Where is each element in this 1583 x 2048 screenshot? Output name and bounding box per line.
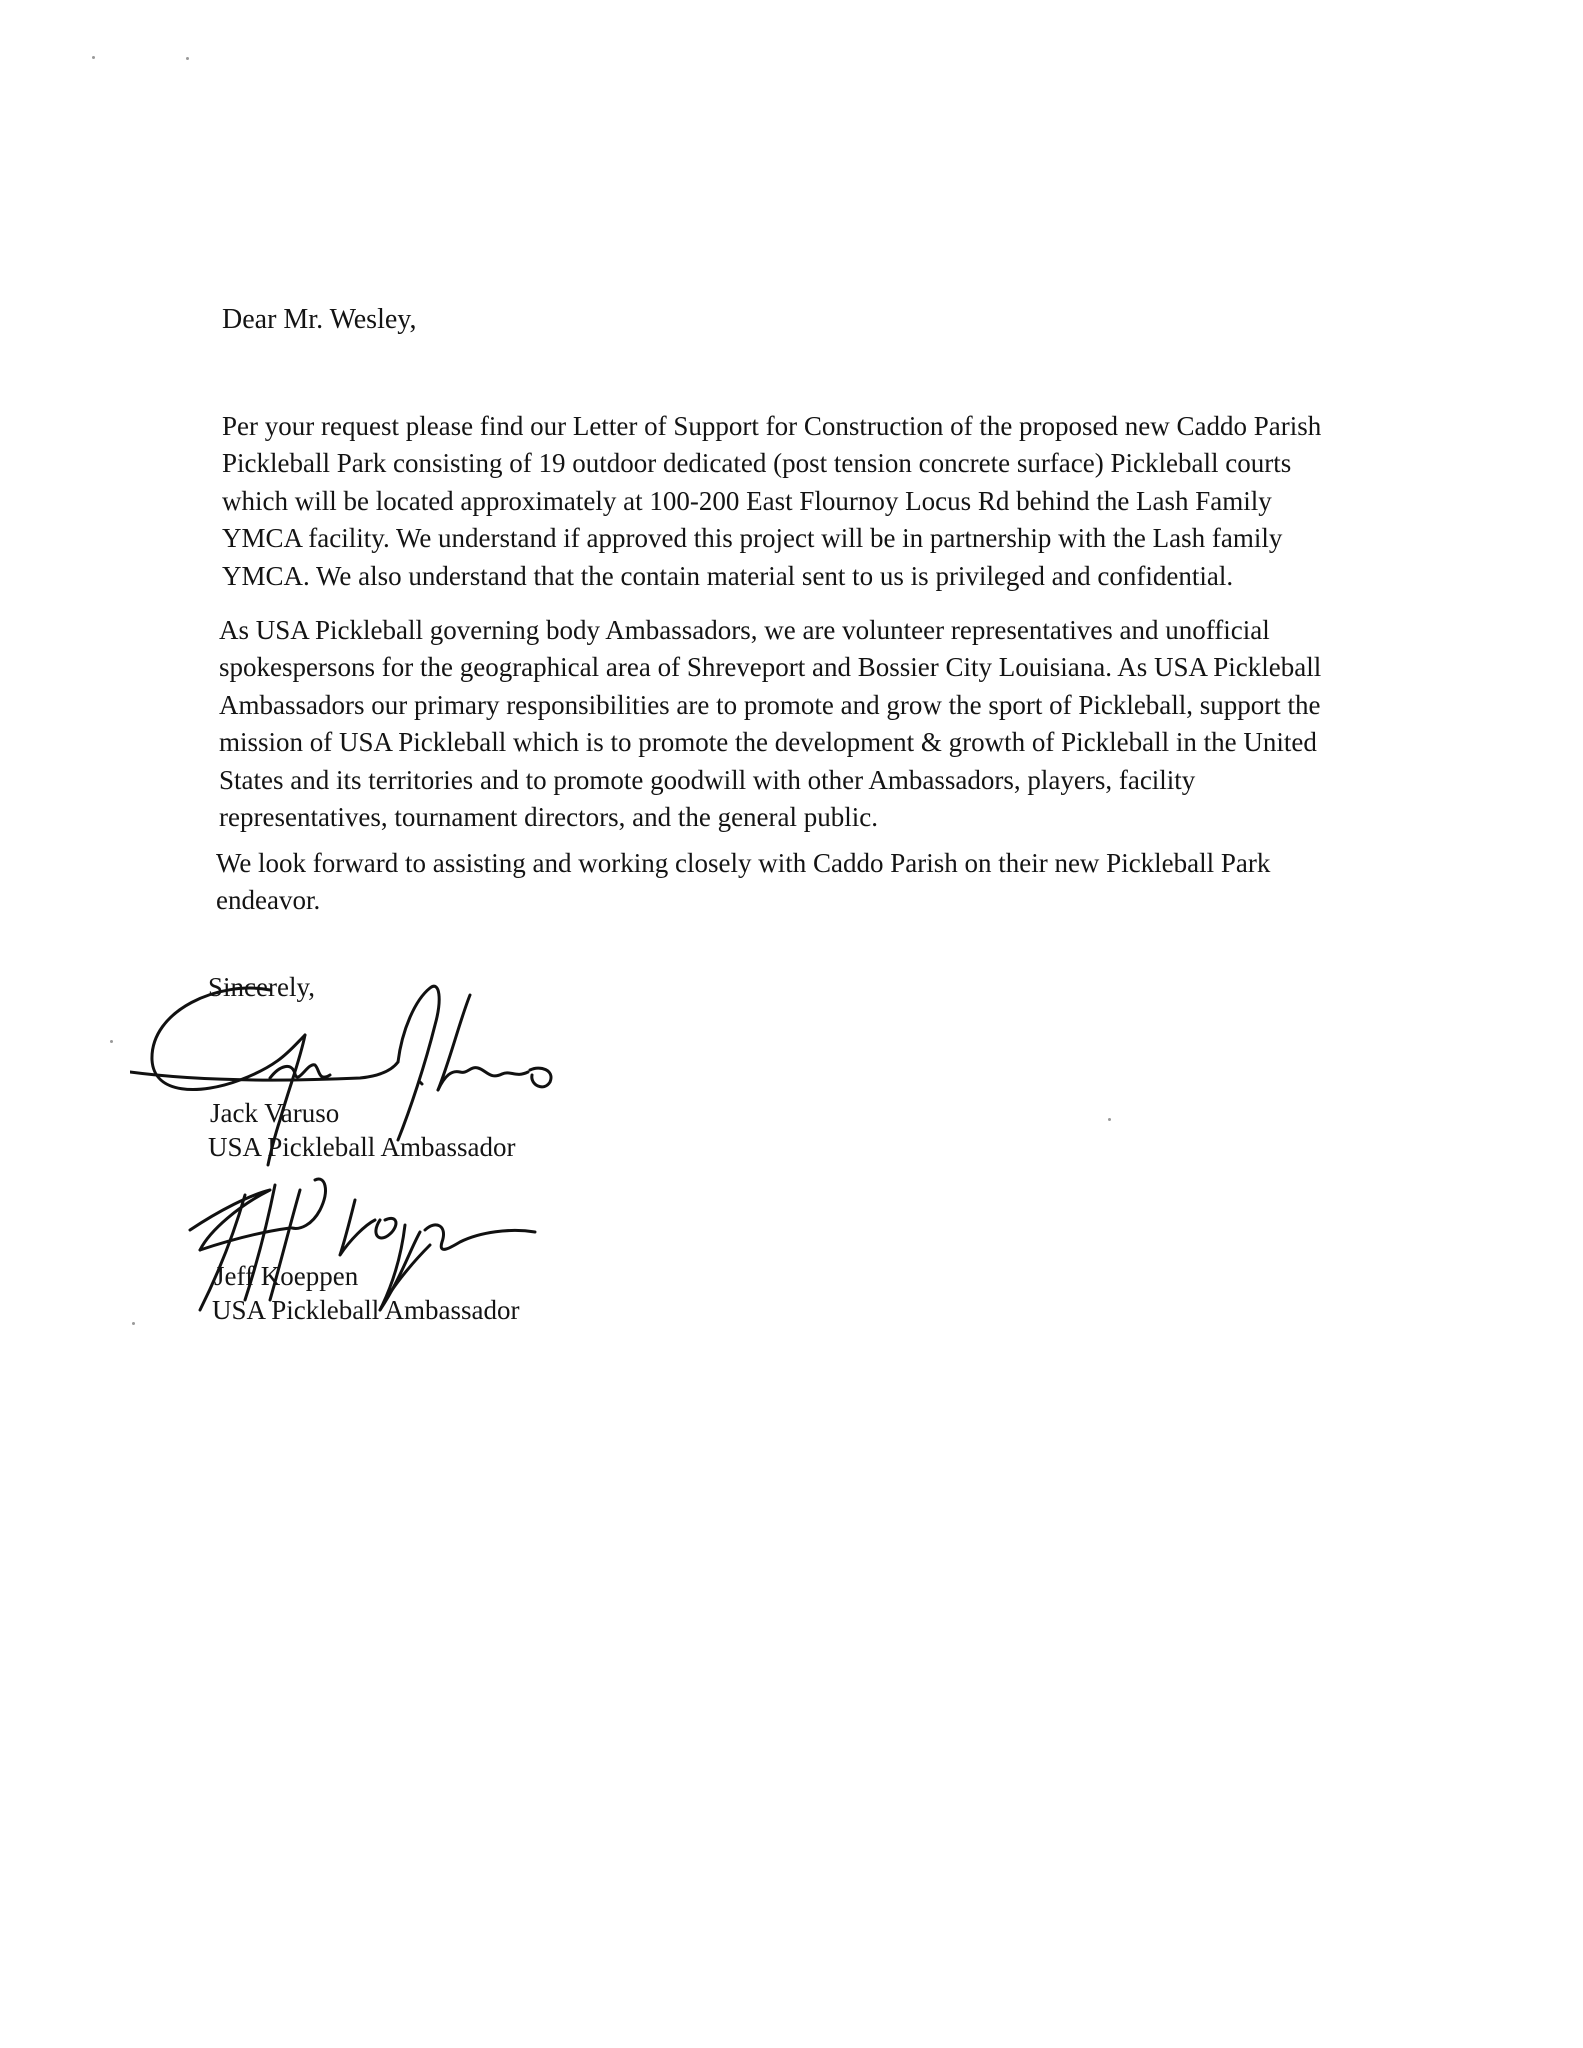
scan-speck <box>110 1040 113 1043</box>
paragraph-request <box>222 408 1321 595</box>
paragraph-line: endeavor. <box>216 885 321 916</box>
paragraph-line: which will be located approximately at 100-200 East Flournoy Locus Rd behind the Lash Family <box>222 485 1272 516</box>
paragraph-line: Ambassadors our primary responsibilities are to promote and grow the sport of Pickleball, support the <box>219 689 1321 720</box>
scan-speck <box>1108 1118 1111 1121</box>
salutation: Dear Mr. Wesley, <box>222 304 417 335</box>
signer-title-1: USA Pickleball Ambassador <box>208 1132 516 1162</box>
scan-speck <box>92 56 95 59</box>
signer-title-2: USA Pickleball Ambassador <box>212 1295 520 1325</box>
paragraph-line: States and its territories and to promote goodwill with other Ambassadors, players, facility <box>219 764 1196 795</box>
closing: Sincerely, <box>208 972 315 1002</box>
paragraph-line: We look forward to assisting and working closely with Caddo Parish on their new Pickleball Park <box>216 848 1271 878</box>
paragraph-line: spokespersons for the geographical area of Shreveport and Bossier City Louisiana. As USA Pickleball <box>219 652 1322 683</box>
signer-name-1: Jack Varuso <box>210 1098 340 1128</box>
paragraph-ambassadors <box>219 612 1321 836</box>
signer-name-2: Jeff Koeppen <box>214 1261 359 1291</box>
paragraph-line: YMCA. We also understand that the contain material sent to us is privileged and confidential. <box>222 560 1234 591</box>
paragraph-line: Per your request please find our Letter of Support for Construction of the proposed new Caddo Parish <box>222 411 1322 441</box>
scan-speck <box>186 57 189 60</box>
paragraph-line: mission of USA Pickleball which is to promote the development & growth of Pickleball in the United <box>219 727 1317 758</box>
paragraph-closing-remarks <box>216 845 1270 920</box>
paragraph-line: YMCA facility. We understand if approved this project will be in partnership with the Lash family <box>222 523 1283 554</box>
paragraph-line: As USA Pickleball governing body Ambassadors, we are volunteer representatives and unofficial <box>219 615 1270 645</box>
scan-speck <box>132 1322 135 1325</box>
paragraph-line: representatives, tournament directors, and the general public. <box>219 802 878 833</box>
paragraph-line: Pickleball Park consisting of 19 outdoor dedicated (post tension concrete surface) Pickleball courts <box>222 448 1292 479</box>
